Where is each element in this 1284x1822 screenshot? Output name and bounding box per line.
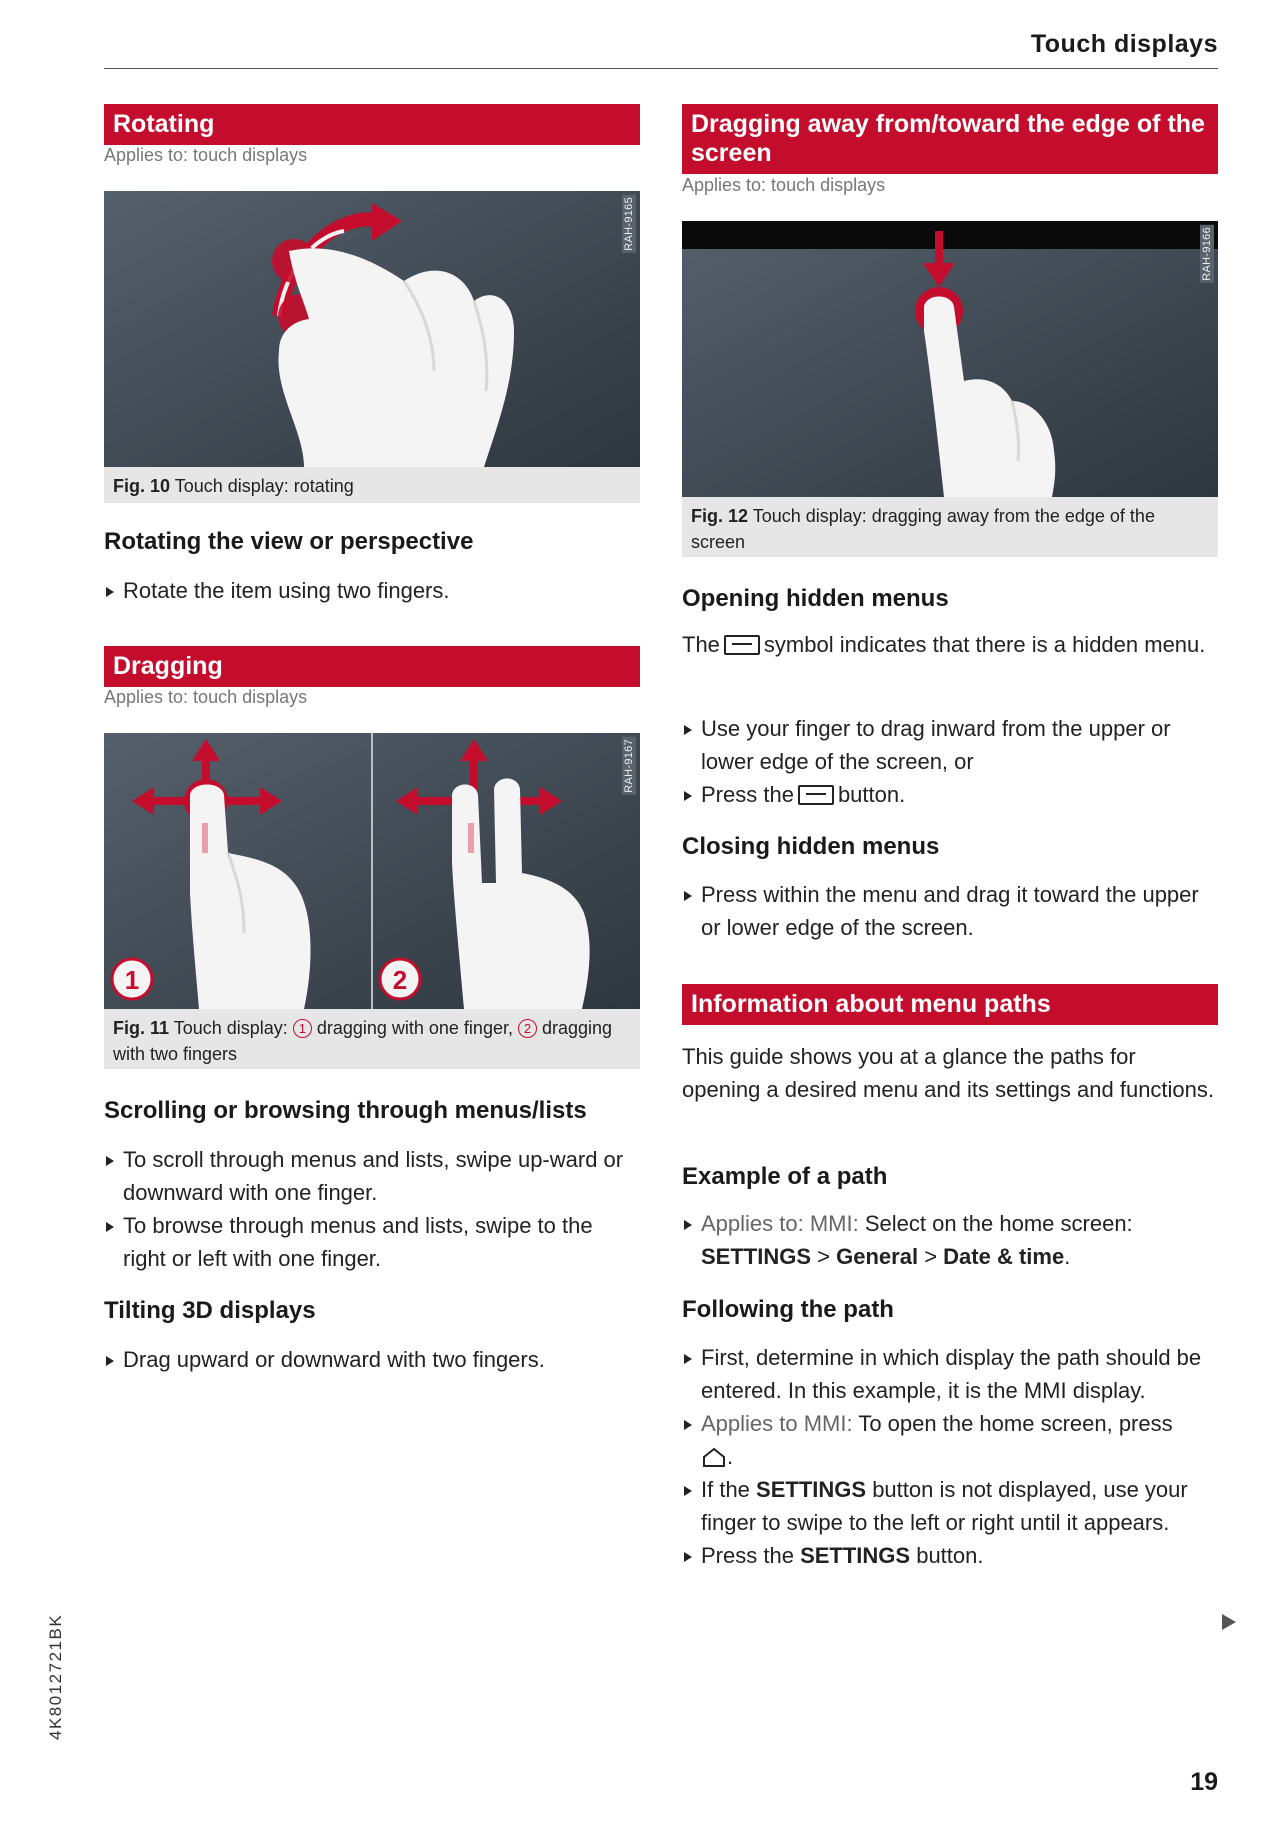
list-item-text: button. — [837, 782, 906, 807]
applies-to-dragging: Applies to: touch displays — [104, 687, 308, 707]
settings-bold: SETTINGS — [756, 1477, 867, 1502]
list-item — [682, 778, 1218, 811]
figure-number: Fig. 10 — [113, 476, 171, 496]
applies-to-mmi: Applies to MMI: — [701, 1411, 853, 1436]
figure-rotating — [104, 191, 640, 503]
list-item-text: Press the — [701, 1543, 794, 1568]
continue-arrow-icon — [1222, 1614, 1236, 1630]
scrolling-bullets — [104, 1143, 640, 1275]
figure-code-rah-9165: RAH-9165 — [623, 197, 635, 251]
section-title-dragging: Dragging — [104, 646, 640, 687]
list-item-text: If the — [701, 1477, 750, 1502]
applies-to-edge-drag: Applies to: touch displays — [682, 175, 886, 195]
following-bullets — [682, 1341, 1218, 1572]
rotating-bullets — [104, 574, 640, 607]
figure-caption-text: Touch display: — [173, 1018, 288, 1038]
opening-bullets — [682, 712, 1218, 811]
figure-caption-text: dragging with one finger, — [316, 1018, 513, 1038]
tilting-bullets — [104, 1343, 640, 1376]
figure-dragging-image — [104, 733, 640, 1009]
heading-following-path: Following the path — [682, 1296, 894, 1323]
figure-code-rah-9167: RAH-9167 — [623, 739, 635, 793]
list-item: Drag upward or downward with two fingers. — [104, 1343, 640, 1376]
settings-bold: SETTINGS — [800, 1543, 911, 1568]
list-item: Use your finger to drag inward from the upper or lower edge of the screen, or — [682, 712, 1218, 778]
heading-rotating-view: Rotating the view or perspective — [104, 528, 474, 555]
section-title-menu-paths: Information about menu paths — [682, 984, 1218, 1025]
figure-caption-dragging — [113, 1015, 631, 1067]
path-date-time: Date & time — [943, 1244, 1065, 1269]
dragging-gesture-illustration — [104, 733, 640, 1009]
figure-code-rah-9166: RAH-9166 — [1201, 227, 1213, 281]
svg-text:1: 1 — [124, 965, 140, 995]
applies-to-rotating: Applies to: touch displays — [104, 145, 308, 165]
figure-edge-drag-image — [682, 221, 1218, 497]
path-separator: > — [924, 1244, 938, 1269]
document-code: 4K8012721BK — [46, 1613, 65, 1740]
list-item: Press within the menu and drag it toward the upper or lower edge of the screen. — [682, 878, 1218, 944]
section-title-rotating: Rotating — [104, 104, 640, 145]
list-item: To browse through menus and lists, swipe to the right or left with one finger. — [104, 1209, 640, 1275]
figure-caption-rotating — [113, 473, 631, 499]
list-item-text: button. — [916, 1543, 984, 1568]
applies-to-mmi: Applies to: MMI: — [701, 1211, 859, 1236]
period: . — [1064, 1244, 1071, 1269]
figure-caption-text: dragging with two fingers — [113, 1018, 613, 1064]
list-item: Rotate the item using two fingers. — [104, 574, 640, 607]
paragraph-text: symbol indicates that there is a hidden menu. — [763, 632, 1206, 657]
list-item — [682, 1407, 1218, 1473]
figure-caption-text: Touch display: rotating — [174, 476, 354, 496]
menu-paths-intro: This guide shows you at a glance the paths for opening a desired menu and its settings and functions. — [682, 1044, 1215, 1102]
paragraph-text: The — [682, 632, 720, 657]
page-header-title: Touch displays — [1030, 30, 1218, 58]
heading-tilting: Tilting 3D displays — [104, 1297, 316, 1324]
list-item: First, determine in which display the path should be entered. In this example, it is the MMI display. — [682, 1341, 1218, 1407]
path-separator: > — [817, 1244, 830, 1269]
figure-rotating-image — [104, 191, 640, 467]
figure-edge-drag — [682, 221, 1218, 557]
list-item-text: button is not displayed, use your finger to swipe to the left or right until it appears. — [701, 1477, 1188, 1535]
marker-1-inline: 1 — [293, 1019, 312, 1038]
path-general: General — [836, 1244, 919, 1269]
heading-opening-hidden-menus: Opening hidden menus — [682, 585, 949, 612]
list-item — [682, 1473, 1218, 1539]
figure-caption-edge-drag — [691, 503, 1209, 555]
figure-dragging — [104, 733, 640, 1069]
path-settings: SETTINGS — [701, 1244, 812, 1269]
list-item-text: Press the — [701, 782, 794, 807]
period: . — [727, 1444, 734, 1469]
opening-intro — [682, 628, 1218, 661]
header-rule — [104, 68, 1218, 69]
figure-number: Fig. 12 — [691, 506, 749, 526]
heading-closing-hidden-menus: Closing hidden menus — [682, 833, 940, 860]
list-item-text: To open the home screen, press — [858, 1411, 1173, 1436]
figure-caption-text: Touch display: dragging away from the edge of the screen — [691, 506, 1155, 552]
edge-drag-gesture-illustration — [682, 221, 1218, 497]
list-item: To scroll through menus and lists, swipe up-ward or downward with one finger. — [104, 1143, 640, 1209]
page-number: 19 — [1190, 1768, 1218, 1796]
heading-example-path: Example of a path — [682, 1163, 888, 1190]
section-title-edge-drag: Dragging away from/toward the edge of the screen — [682, 104, 1218, 174]
hidden-menu-icon — [798, 785, 834, 805]
list-item — [682, 1539, 1218, 1572]
list-item — [682, 1207, 1218, 1273]
closing-bullets — [682, 878, 1218, 944]
home-icon — [701, 1446, 727, 1468]
example-bullets — [682, 1207, 1218, 1273]
hidden-menu-icon — [724, 635, 760, 655]
marker-2-inline: 2 — [518, 1019, 537, 1038]
svg-text:2: 2 — [392, 965, 408, 995]
heading-scrolling: Scrolling or browsing through menus/lists — [104, 1097, 587, 1124]
list-item-text: Select on the home screen: — [864, 1211, 1133, 1236]
rotating-gesture-illustration — [104, 191, 640, 467]
figure-number: Fig. 11 — [113, 1018, 170, 1038]
